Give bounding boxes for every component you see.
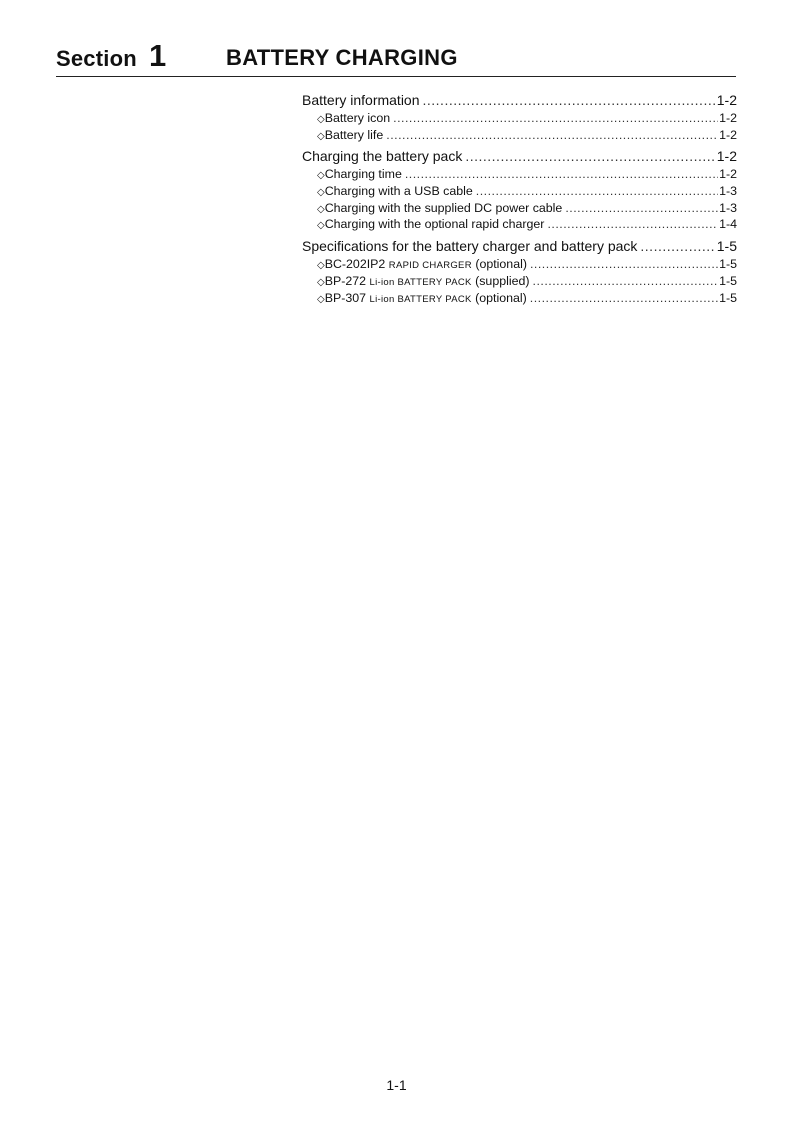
toc-subentry-dc-power-cable[interactable]: [302, 200, 737, 217]
page-footer-number: 1-1: [386, 1077, 407, 1093]
diamond-bullet-icon: ◇: [317, 170, 325, 182]
dot-leader: [465, 147, 715, 166]
toc-entry-charging-battery-pack[interactable]: [302, 147, 737, 166]
toc-page-number: 1-2: [716, 148, 737, 165]
model-name: BC-202IP2: [324, 257, 386, 272]
dot-leader: [530, 256, 718, 273]
section-number: 1: [149, 38, 167, 73]
section-title: BATTERY CHARGING: [226, 45, 458, 70]
toc-page-number: 1-4: [719, 217, 737, 232]
product-type: RAPID CHARGER: [388, 260, 472, 272]
toc-page-number: 1-2: [716, 92, 737, 108]
diamond-bullet-icon: ◇: [317, 260, 325, 272]
dot-leader: [565, 200, 718, 217]
toc-subentry-label: [325, 290, 527, 309]
toc-page-number: 1-5: [716, 238, 737, 255]
dot-leader: [547, 216, 718, 233]
product-type: Li-ion BATTERY PACK: [369, 293, 472, 305]
toc-subentry-label: Charging with the optional rapid charger: [324, 217, 545, 232]
toc-subentry-label: Battery life: [324, 127, 384, 142]
dot-leader: [640, 237, 715, 256]
toc-subentry-rapid-charger[interactable]: [302, 216, 737, 233]
toc-subentry-label: Charging time: [324, 167, 402, 182]
toc-page-number: 1-2: [719, 127, 737, 142]
diamond-bullet-icon: ◇: [317, 276, 325, 288]
table-of-contents: [302, 91, 737, 306]
diamond-bullet-icon: ◇: [317, 293, 325, 305]
toc-entry-label: Specifications for the battery charger and battery pack: [302, 238, 638, 255]
dot-leader: [405, 166, 718, 183]
dot-leader: [533, 273, 719, 290]
toc-page-number: 1-2: [719, 111, 737, 125]
product-type: Li-ion BATTERY PACK: [369, 276, 472, 288]
section-label: Section: [56, 46, 137, 71]
diamond-bullet-icon: ◇: [317, 130, 325, 142]
availability-note: (optional): [475, 290, 527, 305]
diamond-bullet-icon: ◇: [317, 203, 325, 215]
dot-leader: [530, 290, 718, 307]
toc-page-number: 1-2: [719, 167, 737, 182]
toc-subentry-battery-icon[interactable]: [302, 110, 737, 127]
toc-subentry-usb-cable[interactable]: [302, 183, 737, 200]
dot-leader: [476, 183, 718, 200]
toc-subentry-label: Battery icon: [324, 111, 391, 125]
toc-page-number: 1-5: [719, 290, 737, 305]
model-name: BP-307: [324, 290, 367, 305]
toc-page-number: 1-3: [719, 200, 737, 215]
toc-subentry-bc-202ip2[interactable]: [302, 256, 737, 273]
toc-entry-label: Battery information: [302, 92, 420, 108]
toc-page-number: 1-5: [719, 257, 737, 272]
toc-subentry-bp-307[interactable]: [302, 290, 737, 307]
availability-note: (supplied): [475, 273, 530, 288]
dot-leader: [423, 91, 716, 110]
dot-leader: [386, 127, 718, 144]
toc-page-number: 1-3: [719, 184, 737, 199]
diamond-bullet-icon: ◇: [317, 187, 325, 199]
toc-subentry-label: Charging with the supplied DC power cable: [324, 200, 563, 215]
toc-subentry-charging-time[interactable]: [302, 166, 737, 183]
toc-entry-label: Charging the battery pack: [302, 148, 463, 165]
dot-leader: [393, 110, 718, 127]
toc-entry-specifications[interactable]: [302, 237, 737, 256]
section-header: [56, 40, 736, 77]
toc-subentry-label: Charging with a USB cable: [324, 184, 473, 199]
toc-subentry-bp-272[interactable]: [302, 273, 737, 290]
diamond-bullet-icon: ◇: [317, 114, 325, 125]
toc-subentry-battery-life[interactable]: [302, 127, 737, 144]
availability-note: (optional): [475, 257, 527, 272]
toc-entry-battery-information[interactable]: [302, 91, 737, 110]
model-name: BP-272: [324, 273, 367, 288]
toc-page-number: 1-5: [719, 273, 737, 288]
diamond-bullet-icon: ◇: [317, 220, 325, 232]
